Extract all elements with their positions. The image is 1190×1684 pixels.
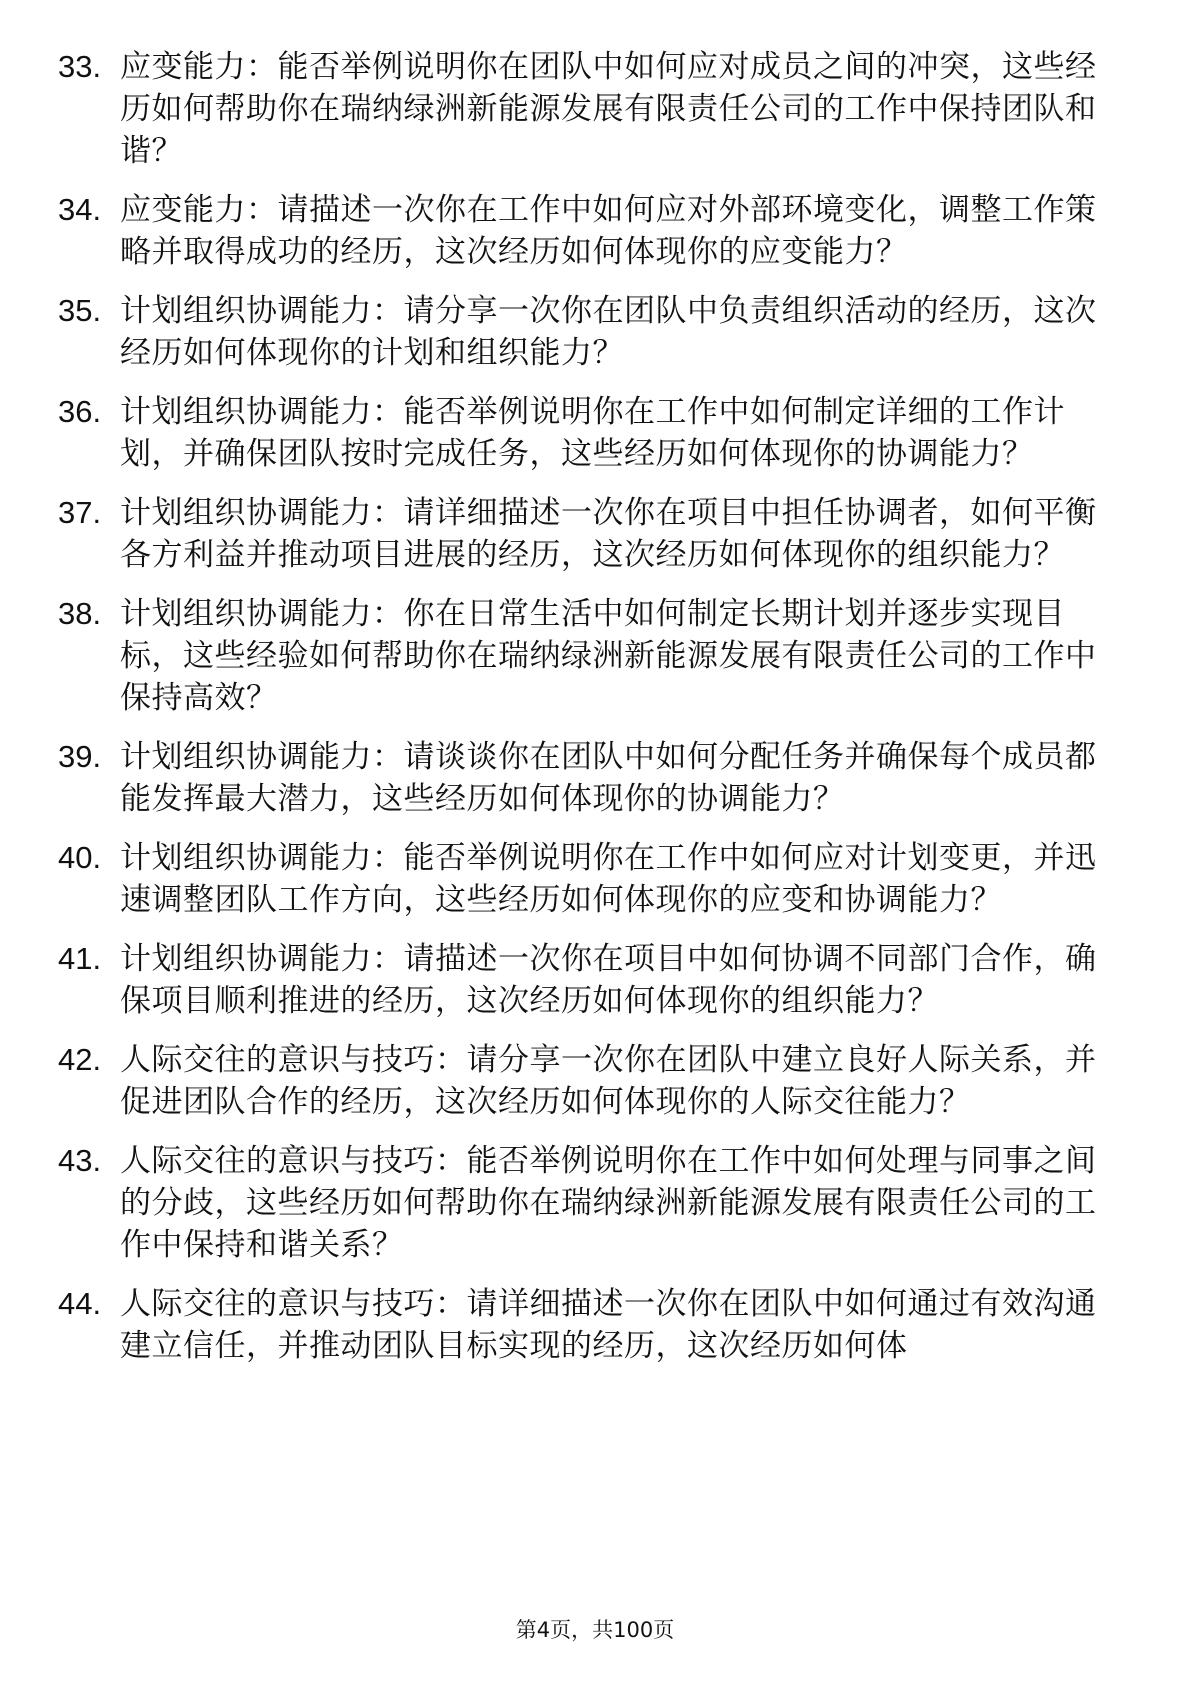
question-text: 应变能力：能否举例说明你在团队中如何应对成员之间的冲突，这些经历如何帮助你在瑞纳绿洲新能源发展有限责任公司的工作中保持团队和谐？ [120, 49, 1097, 169]
question-number: 39. [58, 739, 102, 774]
question-item [58, 492, 1118, 576]
question-item [58, 1283, 1118, 1367]
question-list [58, 46, 1118, 1384]
question-number: 41. [58, 941, 102, 976]
question-text: 计划组织协调能力：能否举例说明你在工作中如何制定详细的工作计划，并确保团队按时完成任务，这些经历如何体现你的协调能力？ [120, 394, 1065, 472]
question-number: 44. [58, 1286, 102, 1321]
question-text: 计划组织协调能力：请描述一次你在项目中如何协调不同部门合作，确保项目顺利推进的经历，这次经历如何体现你的组织能力？ [120, 941, 1097, 1019]
question-text: 计划组织协调能力：你在日常生活中如何制定长期计划并逐步实现目标，这些经验如何帮助你在瑞纳绿洲新能源发展有限责任公司的工作中保持高效？ [120, 596, 1097, 716]
question-text: 应变能力：请描述一次你在工作中如何应对外部环境变化，调整工作策略并取得成功的经历，这次经历如何体现你的应变能力？ [120, 192, 1097, 270]
question-text: 计划组织协调能力：请详细描述一次你在项目中担任协调者，如何平衡各方利益并推动项目进展的经历，这次经历如何体现你的组织能力？ [120, 495, 1097, 573]
question-number: 34. [58, 192, 102, 227]
question-item [58, 189, 1118, 273]
question-item [58, 736, 1118, 820]
question-text: 计划组织协调能力：请谈谈你在团队中如何分配任务并确保每个成员都能发挥最大潜力，这些经历如何体现你的协调能力？ [120, 739, 1097, 817]
question-item [58, 290, 1118, 374]
question-text: 计划组织协调能力：能否举例说明你在工作中如何应对计划变更，并迅速调整团队工作方向，这些经历如何体现你的应变和协调能力？ [120, 840, 1097, 918]
question-item [58, 837, 1118, 921]
question-text: 人际交往的意识与技巧：请详细描述一次你在团队中如何通过有效沟通建立信任，并推动团队目标实现的经历，这次经历如何体 [120, 1286, 1097, 1364]
question-number: 43. [58, 1143, 102, 1178]
question-number: 36. [58, 394, 102, 429]
question-text: 人际交往的意识与技巧：请分享一次你在团队中建立良好人际关系，并促进团队合作的经历，这次经历如何体现你的人际交往能力？ [120, 1042, 1097, 1120]
question-number: 37. [58, 495, 102, 530]
page-footer: 第4页，共100页 [515, 1618, 675, 1642]
question-item [58, 1140, 1118, 1266]
question-text: 计划组织协调能力：请分享一次你在团队中负责组织活动的经历，这次经历如何体现你的计划和组织能力？ [120, 293, 1097, 371]
question-number: 40. [58, 840, 102, 875]
question-item [58, 391, 1118, 475]
question-number: 38. [58, 596, 102, 631]
question-text: 人际交往的意识与技巧：能否举例说明你在工作中如何处理与同事之间的分歧，这些经历如何帮助你在瑞纳绿洲新能源发展有限责任公司的工作中保持和谐关系？ [120, 1143, 1097, 1263]
question-item [58, 1039, 1118, 1123]
question-number: 42. [58, 1042, 102, 1077]
question-item [58, 938, 1118, 1022]
question-number: 33. [58, 49, 102, 84]
question-number: 35. [58, 293, 102, 328]
question-item [58, 593, 1118, 719]
question-item [58, 46, 1118, 172]
